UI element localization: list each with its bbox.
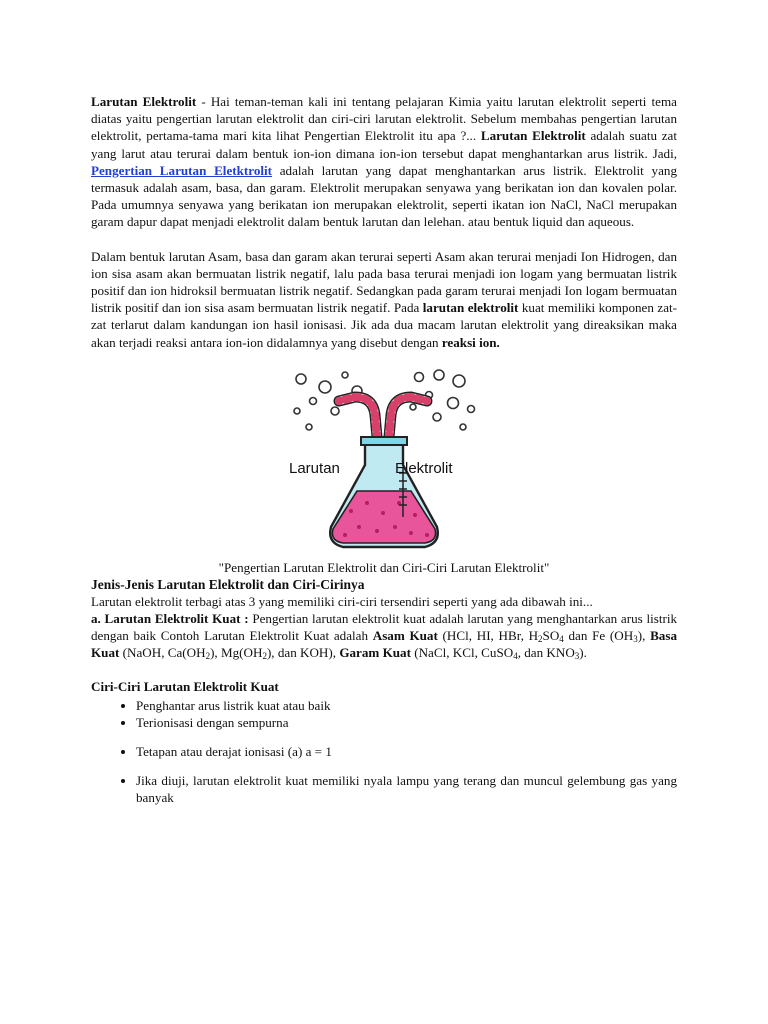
pengertian-link[interactable]: Pengertian Larutan Eletktrolit	[91, 162, 273, 178]
label-larutan: Larutan	[289, 459, 340, 477]
ciri-list	[91, 697, 677, 806]
intro-term: Larutan Elektrolit	[91, 94, 197, 109]
basa-list: ), Mg(OH	[210, 645, 263, 661]
item-a-paragraph	[91, 610, 677, 662]
garam-list: (NaCl, KCl, CuSO	[410, 645, 514, 661]
bubble	[453, 375, 465, 387]
bubble	[460, 424, 466, 430]
asam-kuat-label: Asam Kuat	[372, 628, 438, 644]
garam-list: , dan KNO	[517, 645, 575, 661]
label-elektrolit: Elektrolit	[395, 459, 453, 477]
list-item: • Tetapan atau derajat ionisasi (a) a = 1	[136, 743, 677, 760]
subscript: 3	[574, 651, 580, 662]
garam-kuat-label: Garam Kuat	[339, 645, 411, 661]
list-item: • Jika diuji, larutan elektrolit kuat memiliki nyala lampu yang terang dan muncul gelembung gas yang banyak	[136, 772, 677, 806]
document-page	[91, 93, 677, 806]
intro-dash: -	[196, 94, 211, 109]
bubble	[434, 370, 444, 380]
figure-caption: "Pengertian Larutan Elektrolit dan Ciri-Ciri Larutan Elektrolit"	[218, 559, 550, 575]
subscript: 2	[538, 634, 543, 645]
flask-rim	[361, 437, 407, 445]
intro-term-2: Larutan Elektrolit	[480, 128, 586, 144]
list-item: • Penghantar arus listrik kuat atau baik	[136, 697, 677, 714]
asam-list: SO	[542, 628, 560, 644]
intro-text-2: adalah suatu zat yang larut atau terurai dalam bentuk ion-ion dimana ion-ion tersebut dapat menghantarkan arus listrik. Jadi,	[91, 128, 678, 161]
bubble	[448, 397, 459, 408]
bubble	[415, 372, 424, 381]
bubble	[294, 408, 300, 414]
asam-list: (HCl, HI, HBr, H	[437, 628, 539, 644]
intro-text-1: Hai teman-teman kali ini tentang pelajaran Kimia yaitu larutan elektrolit seperti tema diatas yaitu pengertian larutan elektrolit dan ciri-ciri larutan elektrolit. Sebelum membahas pengertian larutan elektrolit, pertama-tama mari kita lihat Pengertian Elektrolit itu apa ?...	[91, 94, 677, 144]
ciri-heading: Ciri-Ciri Larutan Elektrolit Kuat	[91, 679, 279, 695]
section-heading: Jenis-Jenis Larutan Elektrolit dan Ciri-Cirinya	[91, 576, 365, 592]
bubble	[433, 413, 441, 421]
basa-list: (NaOH, Ca(OH	[119, 645, 206, 661]
list-item: • Terionisasi dengan sempurna	[136, 714, 677, 731]
bubble	[296, 374, 306, 384]
bubble	[342, 372, 348, 378]
bubble	[310, 397, 317, 404]
subscript: 2	[262, 651, 267, 662]
garam-list: ).	[579, 645, 587, 661]
subscript: 4	[513, 651, 518, 662]
subscript: 4	[559, 634, 564, 645]
para2-bold-1: larutan elektrolit	[422, 300, 519, 316]
bubble	[468, 405, 475, 412]
para2-text-2: kuat memiliki komponen zat-zat terlarut dalam kandungan ion hasil ionisasi. Jik ada dua macam larutan elektrolit yang direaksikan maka akan terjadi reaksi antara ion-ion didalamnya yang disebut dengan	[91, 300, 678, 350]
asam-list: dan Fe (OH	[563, 628, 634, 644]
subscript: 3	[633, 634, 638, 645]
flask-drawing	[287, 367, 481, 553]
electrolyte-flask-illustration	[287, 367, 481, 553]
basa-kuat-label: Basa Kuat	[91, 628, 678, 661]
ionization-paragraph	[91, 248, 677, 351]
subscript: 2	[205, 651, 211, 662]
asam-list: ),	[637, 628, 651, 644]
intro-paragraph	[91, 93, 677, 231]
item-a-text: Pengertian larutan elektrolit kuat adalah larutan yang menghantarkan arus listrik dengan baik Contoh Larutan Elektrolit Kuat adalah	[91, 610, 678, 644]
bubble	[306, 424, 312, 430]
basa-list: ), dan KOH),	[266, 645, 337, 661]
intro-text-3: adalah larutan yang dapat menghantarkan arus listrik. Elektrolit yang termasuk adalah asam, basa, dan garam. Elektrolit merupakan senyawa yang berikatan ion dan kovalen polar. Pada umumnya senyawa yang berikatan ion merupakan elektrolit, seperti ikatan ion NaCl, NaCl merupakan garam dapur dapat menjadi elektrolit dalam bentuk larutan dan lelehan. atau bentuk liquid dan aqueous.	[91, 162, 677, 230]
para2-bold-2: reaksi ion.	[441, 334, 500, 350]
bubble	[319, 381, 331, 393]
item-a-title: a. Larutan Elektrolit Kuat :	[91, 610, 249, 626]
para2-text-1: Dalam bentuk larutan Asam, basa dan garam akan terurai seperti Asam akan terurai menjadi Ion Hidrogen, dan ion sisa asam akan bermuatan listrik negatif, lalu pada basa terurai menjadi ion logam yang bermuatan listrik positif dan ion hidroksil bermuatan listrik negatif. Sedangkan pada garam terurai menjadi Ion logam bermuatan listrik positif dan ion sisa asam bermuatan listrik negatif. Pada	[91, 248, 677, 316]
bubble	[331, 407, 339, 415]
bubbles-group	[294, 370, 475, 430]
bubble	[410, 404, 416, 410]
section-intro: Larutan elektrolit terbagi atas 3 yang memiliki ciri-ciri tersendiri seperti yang ada dibawah ini...	[91, 593, 593, 609]
